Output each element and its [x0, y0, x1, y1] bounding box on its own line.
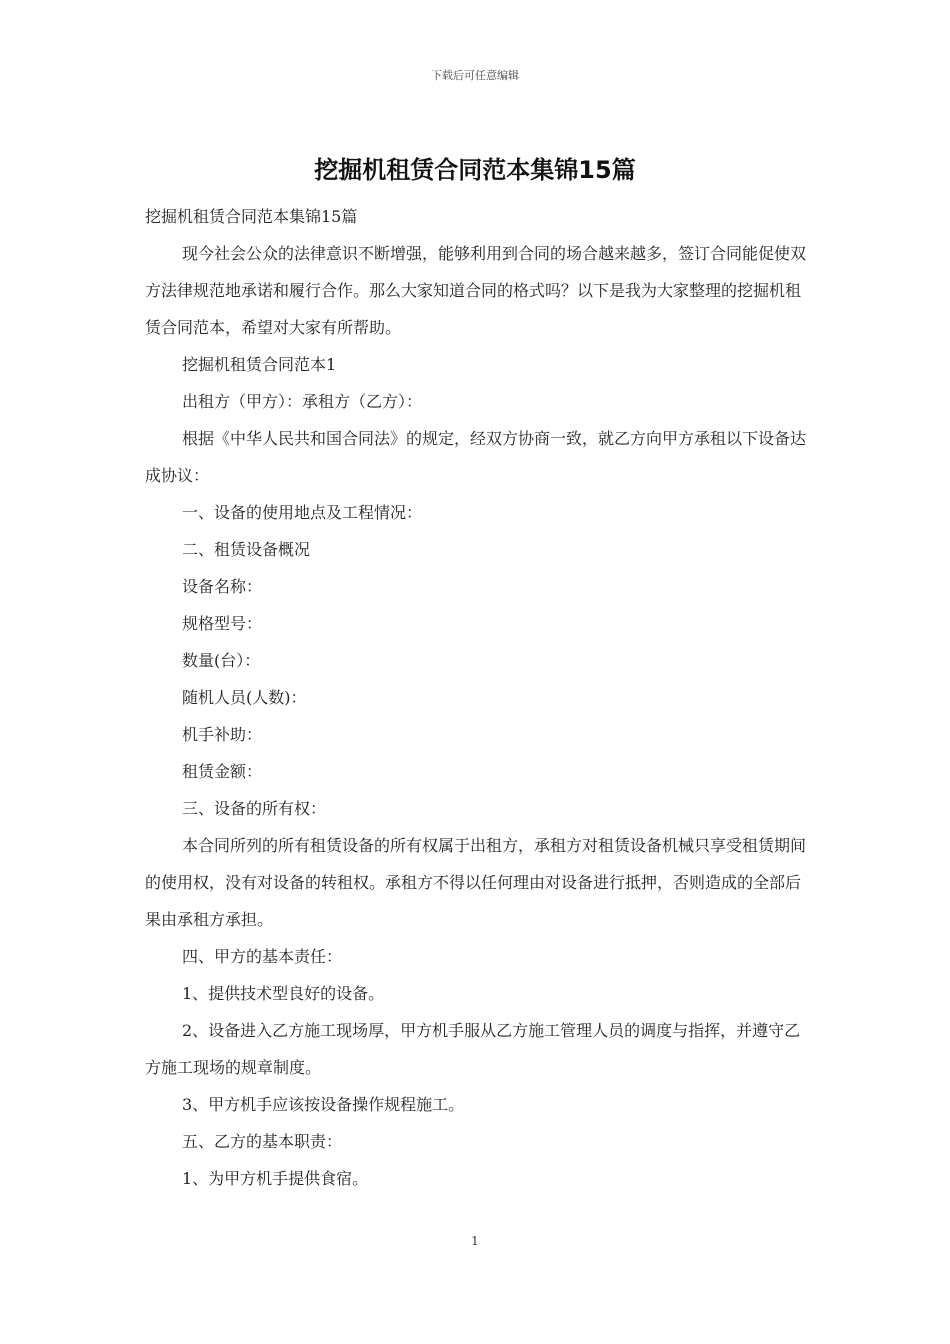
paragraph: 四、甲方的基本责任： [182, 947, 343, 966]
paragraph: 租赁金额： [182, 762, 263, 781]
paragraph: 规格型号： [182, 614, 263, 633]
paragraph: 数量(台）： [182, 651, 261, 670]
paragraph: 五、乙方的基本职责： [182, 1132, 343, 1151]
paragraph: 现今社会公众的法律意识不断增强，能够利用到合同的场合越来越多，签订合同能促使双方法律规范地承诺和履行合作。那么大家知道合同的格式吗？以下是我为大家整理的挖掘机租赁合同范本，希望对大家有所帮助。 [145, 244, 807, 337]
paragraph: 3、甲方机手应该按设备操作规程施工。 [182, 1095, 465, 1114]
paragraph: 二、租赁设备概况 [182, 540, 311, 559]
paragraph: 设备名称： [182, 577, 263, 596]
document-body [145, 198, 810, 1197]
section-heading: 挖掘机租赁合同范本1 [182, 355, 337, 374]
paragraph: 2、设备进入乙方施工现场厚，甲方机手服从乙方施工管理人员的调度与指挥，并遵守乙方施工现场的规章制度。 [145, 1021, 801, 1077]
document-title: 挖掘机租赁合同范本集锦15篇 [314, 156, 636, 184]
paragraph: 根据《中华人民共和国合同法》的规定，经双方协商一致，就乙方向甲方承租以下设备达成协议： [145, 429, 807, 485]
paragraph: 随机人员(人数)： [182, 688, 307, 707]
page-number: 1 [471, 1234, 479, 1248]
paragraph: 挖掘机租赁合同范本集锦15篇 [145, 207, 358, 226]
paragraph: 本合同所列的所有租赁设备的所有权属于出租方，承租方对租赁设备机械只享受租赁期间的使用权，没有对设备的转租权。承租方不得以任何理由对设备进行抵押，否则造成的全部后果由承租方承担。 [145, 836, 807, 929]
paragraph: 1、为甲方机手提供食宿。 [182, 1169, 369, 1188]
paragraph: 机手补助： [182, 725, 263, 744]
paragraph: 三、设备的所有权： [182, 799, 327, 818]
paragraph: 一、设备的使用地点及工程情况： [182, 503, 423, 522]
paragraph: 出租方（甲方）：承租方（乙方）： [182, 392, 423, 411]
paragraph: 1、提供技术型良好的设备。 [182, 984, 385, 1003]
page-header: 下载后可任意编辑 [431, 69, 519, 82]
